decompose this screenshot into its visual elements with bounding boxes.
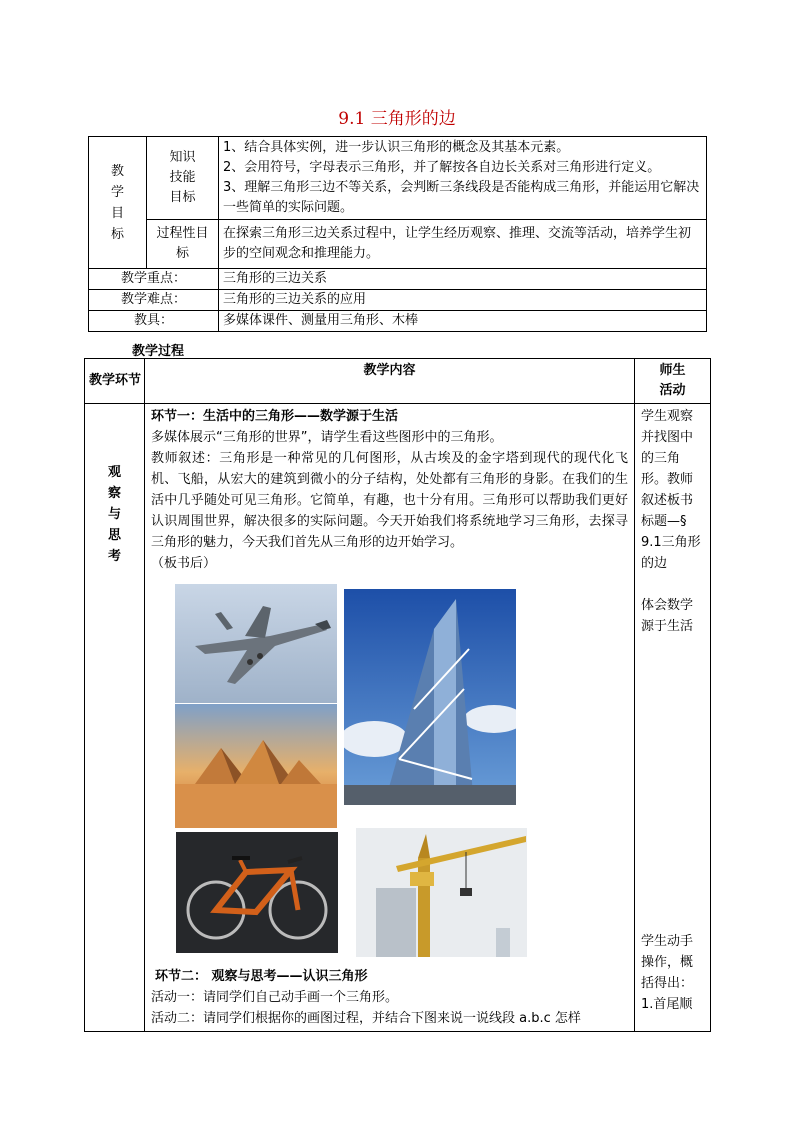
difficulty-label: 教学难点： bbox=[89, 290, 219, 311]
header-stage-text: 教学环节 bbox=[89, 373, 142, 388]
section2-heading: 环节二： 观察与思考——认识三角形 bbox=[155, 969, 368, 984]
side-note-3: 学生动手操作，概括得出： bbox=[641, 934, 694, 991]
difficulty-value: 三角形的三边关系的应用 bbox=[219, 290, 707, 311]
process-table bbox=[84, 358, 711, 1032]
skyscraper-image bbox=[344, 589, 516, 805]
header-stage bbox=[85, 359, 145, 404]
header-content: 教学内容 bbox=[145, 359, 635, 404]
tools-label: 教具： bbox=[89, 311, 219, 332]
tools-value: 多媒体课件、测量用三角形、木棒 bbox=[219, 311, 707, 332]
pyramids-image bbox=[175, 704, 337, 828]
knowledge-item-3: 3、理解三角形三边不等关系，会判断三条线段是否能构成三角形，并能运用它解决一些简单的实际问题。 bbox=[223, 180, 700, 215]
knowledge-item-2: 2、会用符号，字母表示三角形，并了解按各自边长关系对三角形进行定义。 bbox=[223, 160, 661, 175]
side-note-2: 体会数学源于生活 bbox=[641, 598, 694, 634]
image-gallery bbox=[151, 574, 628, 966]
page-title: 9.1 三角形的边 bbox=[338, 109, 456, 129]
section1-p3: （板书后） bbox=[151, 556, 217, 571]
teaching-process-label: 教学过程 bbox=[132, 344, 185, 359]
section1-p1: 多媒体展示“三角形的世界”，请学生看这些图形中的三角形。 bbox=[151, 430, 503, 445]
knowledge-item-1: 1、结合具体实例，进一步认识三角形的概念及其基本元素。 bbox=[223, 140, 570, 155]
section1-heading: 环节一：生活中的三角形——数学源于生活 bbox=[151, 409, 399, 424]
stage-observe-think bbox=[85, 404, 145, 1032]
knowledge-objectives bbox=[219, 137, 707, 220]
objectives-table bbox=[88, 136, 707, 332]
header-activity-text: 师生活动 bbox=[659, 363, 686, 398]
section2-act1: 活动一：请同学们自己动手画一个三角形。 bbox=[151, 990, 399, 1005]
key-point-value: 三角形的三边关系 bbox=[219, 269, 707, 290]
crane-image bbox=[356, 828, 527, 957]
side-note-1: 学生观察并找图中的三角形。教师叙述板书标题—§ 9.1三角形的边 bbox=[641, 409, 701, 571]
knowledge-label-text: 知识技能目标 bbox=[169, 150, 196, 205]
header-activity bbox=[635, 359, 711, 404]
knowledge-label bbox=[147, 137, 219, 220]
objectives-group-text: 教学目标 bbox=[110, 163, 124, 242]
bicycle-image bbox=[176, 832, 338, 953]
process-objective-text: 在探索三角形三边关系过程中，让学生经历观察、推理、交流等活动，培养学生初步的空间观念和推理能力。 bbox=[219, 220, 707, 269]
lesson-content bbox=[145, 404, 635, 1032]
process-objective-label bbox=[147, 220, 219, 269]
key-point-label: 教学重点： bbox=[89, 269, 219, 290]
teacher-student-activity bbox=[635, 404, 711, 1032]
section1-p2: 教师叙述：三角形是一种常见的几何图形，从古埃及的金字塔到现代的现代化飞机、飞船，从宏大的建筑到微小的分子结构，处处都有三角形的身影。在我们的生活中几乎随处可见三角形。它简单，有趣，也十分有用。三角形可以帮助我们更好认识周围世界，解决很多的实际问题。今天开始我们将系统地学习三角形，去探寻三角形的魅力，今天我们首先从三角形的边开始学习。 bbox=[151, 451, 628, 550]
side-note-4: 1.首尾顺 bbox=[641, 997, 693, 1012]
objectives-group-label bbox=[89, 137, 147, 269]
stage-label-text: 观察与思考 bbox=[107, 465, 121, 564]
section2-act2: 活动二：请同学们根据你的画图过程，并结合下图来说一说线段 a.b.c 怎样 bbox=[151, 1011, 581, 1026]
fighter-jet-image bbox=[175, 584, 337, 703]
process-objective-label-text: 过程性目标 bbox=[156, 226, 209, 261]
